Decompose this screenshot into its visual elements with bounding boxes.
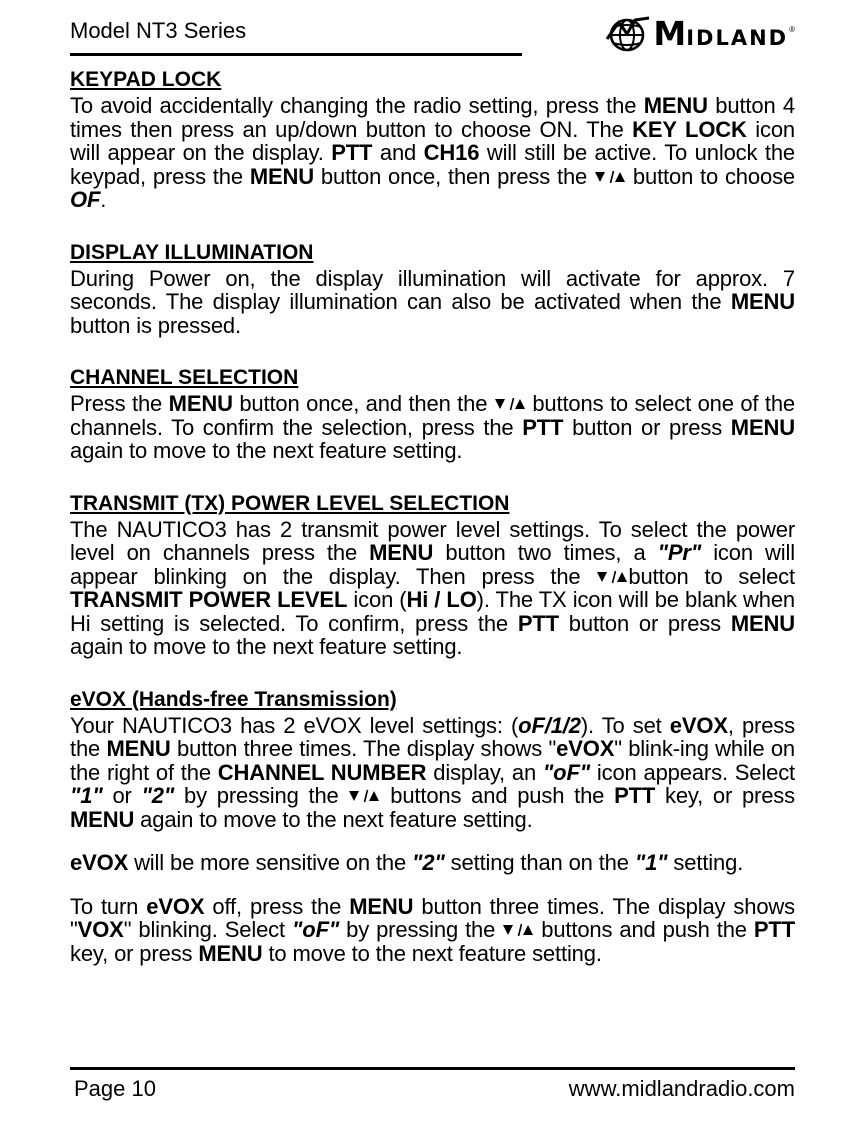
header-rule — [70, 53, 522, 56]
section-paragraph: During Power on, the display illumination will activate for approx. 7 seconds. The display illumination can also be activated when the MENU button is pressed. — [70, 265, 795, 338]
section-paragraph: To turn eVOX off, press the MENU button three times. The display shows "VOX" blinking. Select "oF" by pressing the buttons and push the PTT key, or press MENU to move to the next feature setting. — [70, 893, 796, 966]
section-paragraph: The NAUTICO3 has 2 transmit power level settings. To select the power level on channels press the MENU button two times, a "Pr" icon will appear blinking on the display. Then press the button to select TRANSMIT POWER LEVEL icon (Hi / LO). The TX icon will be blank when Hi setting is selected. To confirm, press the PTT button or press MENU again to move to the next feature setting. — [70, 516, 795, 659]
footer-rule — [70, 1067, 795, 1070]
registered-mark: ® — [789, 25, 795, 34]
section-title: CHANNEL SELECTION — [70, 366, 299, 389]
logo-wordmark — [653, 13, 789, 53]
section-paragraph: To avoid accidentally changing the radio setting, press the MENU button 4 times then press an up/down button to choose ON. The KEY LOCK icon will appear on the display. PTT and CH16 will still be active. To unlock the keypad, press the MENU button once, then press the button to choose OF. — [70, 93, 796, 212]
manual-page — [70, 0, 795, 1122]
section-channel-selection — [70, 364, 795, 463]
section-paragraph: eVOX will be more sensitive on the "2" setting than on the "1" setting. — [70, 850, 744, 875]
section-paragraph: Your NAUTICO3 has 2 eVOX level settings: (oF/1/2). To set eVOX, press the MENU button three times. The display shows "eVOX" blink-ing while on the right of the CHANNEL NUMBER display, an "oF" icon appears. Select "1" or "2" by pressing the buttons and push the PTT key, or press MENU again to move to the next feature setting. — [70, 712, 796, 832]
down-up-arrows-icon — [596, 569, 628, 585]
section-title: KEYPAD LOCK — [70, 68, 222, 91]
section-evox — [70, 686, 795, 966]
model-series-title: Model NT3 Series — [70, 18, 247, 43]
section-title: TRANSMIT (TX) POWER LEVEL SELECTION — [70, 491, 510, 515]
logo-wordmark-rest: IDLAND — [686, 25, 789, 50]
logo-wordmark-initial: M — [653, 13, 687, 53]
page-header — [70, 13, 795, 58]
down-up-arrows-icon — [594, 169, 626, 185]
section-display-illumination — [70, 239, 795, 338]
down-up-arrows-icon — [502, 922, 534, 938]
page-number: Page 10 — [74, 1076, 156, 1101]
section-title: eVOX (Hands-free Transmission) — [70, 687, 397, 711]
down-up-arrows-icon — [348, 788, 380, 804]
midland-logo — [605, 11, 795, 55]
section-paragraph: Press the MENU button once, and then the buttons to select one of the channels. To confirm the selection, press the PTT button or press MENU again to move to the next feature setting. — [70, 391, 796, 463]
section-keypad-lock — [70, 66, 795, 212]
down-up-arrows-icon — [494, 396, 526, 412]
section-tx-power-level — [70, 490, 795, 659]
page-content — [70, 66, 795, 965]
section-title: DISPLAY ILLUMINATION — [70, 240, 314, 264]
globe-logo-icon — [605, 12, 651, 54]
website-url: www.midlandradio.com — [568, 1076, 795, 1101]
